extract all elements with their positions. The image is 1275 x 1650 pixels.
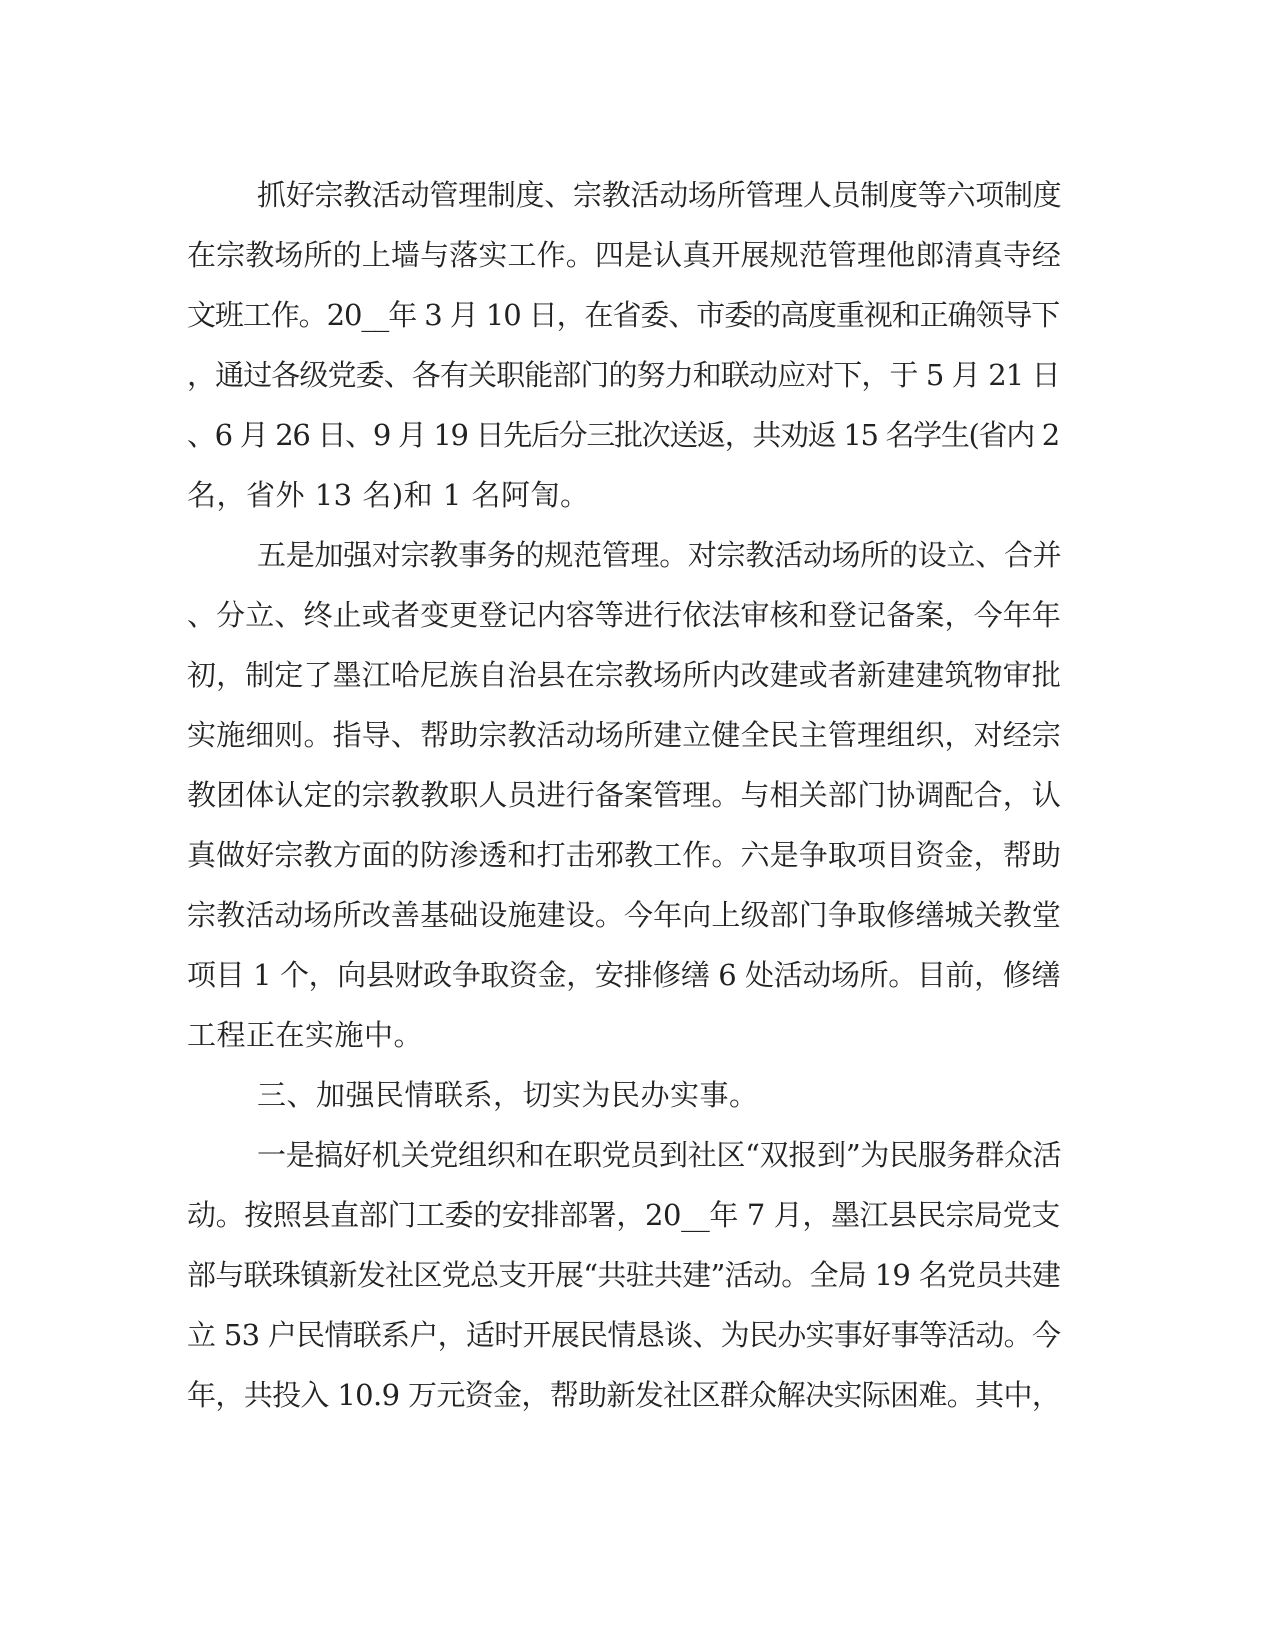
text-line: 、分立、终止或者变更登记内容等进行依法审核和登记备案，今年年 — [187, 598, 1062, 632]
text-line: 五是加强对宗教事务的规范管理。对宗教活动场所的设立、合并 — [257, 538, 1062, 572]
text-line: 工程正在实施中。 — [187, 1018, 424, 1052]
body-text — [187, 165, 1067, 1425]
text-line: 初，制定了墨江哈尼族自治县在宗教场所内改建或者新建建筑物审批 — [187, 658, 1062, 692]
text-line: 立 53 户民情联系户，适时开展民情恳谈、为民办实事好事等活动。今 — [187, 1318, 1061, 1352]
text-line: 真做好宗教方面的防渗透和打击邪教工作。六是争取项目资金，帮助 — [187, 838, 1062, 872]
text-line: 在宗教场所的上墙与落实工作。四是认真开展规范管理他郎清真寺经 — [187, 238, 1062, 272]
text-line: 名，省外 13 名)和 1 名阿訇。 — [187, 478, 590, 512]
text-line: 、6 月 26 日、9 月 19 日先后分三批次送返，共劝返 15 名学生(省内 2 — [187, 418, 1059, 452]
text-line: 动。按照县直部门工委的安排部署，20__年 7 月，墨江县民宗局党支 — [187, 1198, 1060, 1232]
text-line: 实施细则。指导、帮助宗教活动场所建立健全民主管理组织，对经宗 — [187, 718, 1062, 752]
text-line: 教团体认定的宗教教职人员进行备案管理。与相关部门协调配合，认 — [187, 778, 1062, 812]
text-line: 抓好宗教活动管理制度、宗教活动场所管理人员制度等六项制度 — [257, 178, 1062, 212]
text-line: 宗教活动场所改善基础设施建设。今年向上级部门争取修缮城关教堂 — [187, 898, 1062, 932]
text-line: 年，共投入 10.9 万元资金，帮助新发社区群众解决实际困难。其中， — [187, 1378, 1061, 1412]
text-line: 文班工作。20__年 3 月 10 日，在省委、市委的高度重视和正确领导下 — [187, 298, 1060, 332]
text-line: 部与联珠镇新发社区党总支开展“共驻共建”活动。全局 19 名党员共建 — [187, 1258, 1061, 1292]
text-line: 一是搞好机关党组织和在职党员到社区“双报到”为民服务群众活 — [257, 1138, 1062, 1172]
text-line: 三、加强民情联系，切实为民办实事。 — [257, 1078, 759, 1112]
text-line: ，通过各级党委、各有关职能部门的努力和联动应对下，于 5 月 21 日 — [187, 358, 1060, 392]
text-line: 项目 1 个，向县财政争取资金，安排修缮 6 处活动场所。目前，修缮 — [187, 958, 1060, 992]
